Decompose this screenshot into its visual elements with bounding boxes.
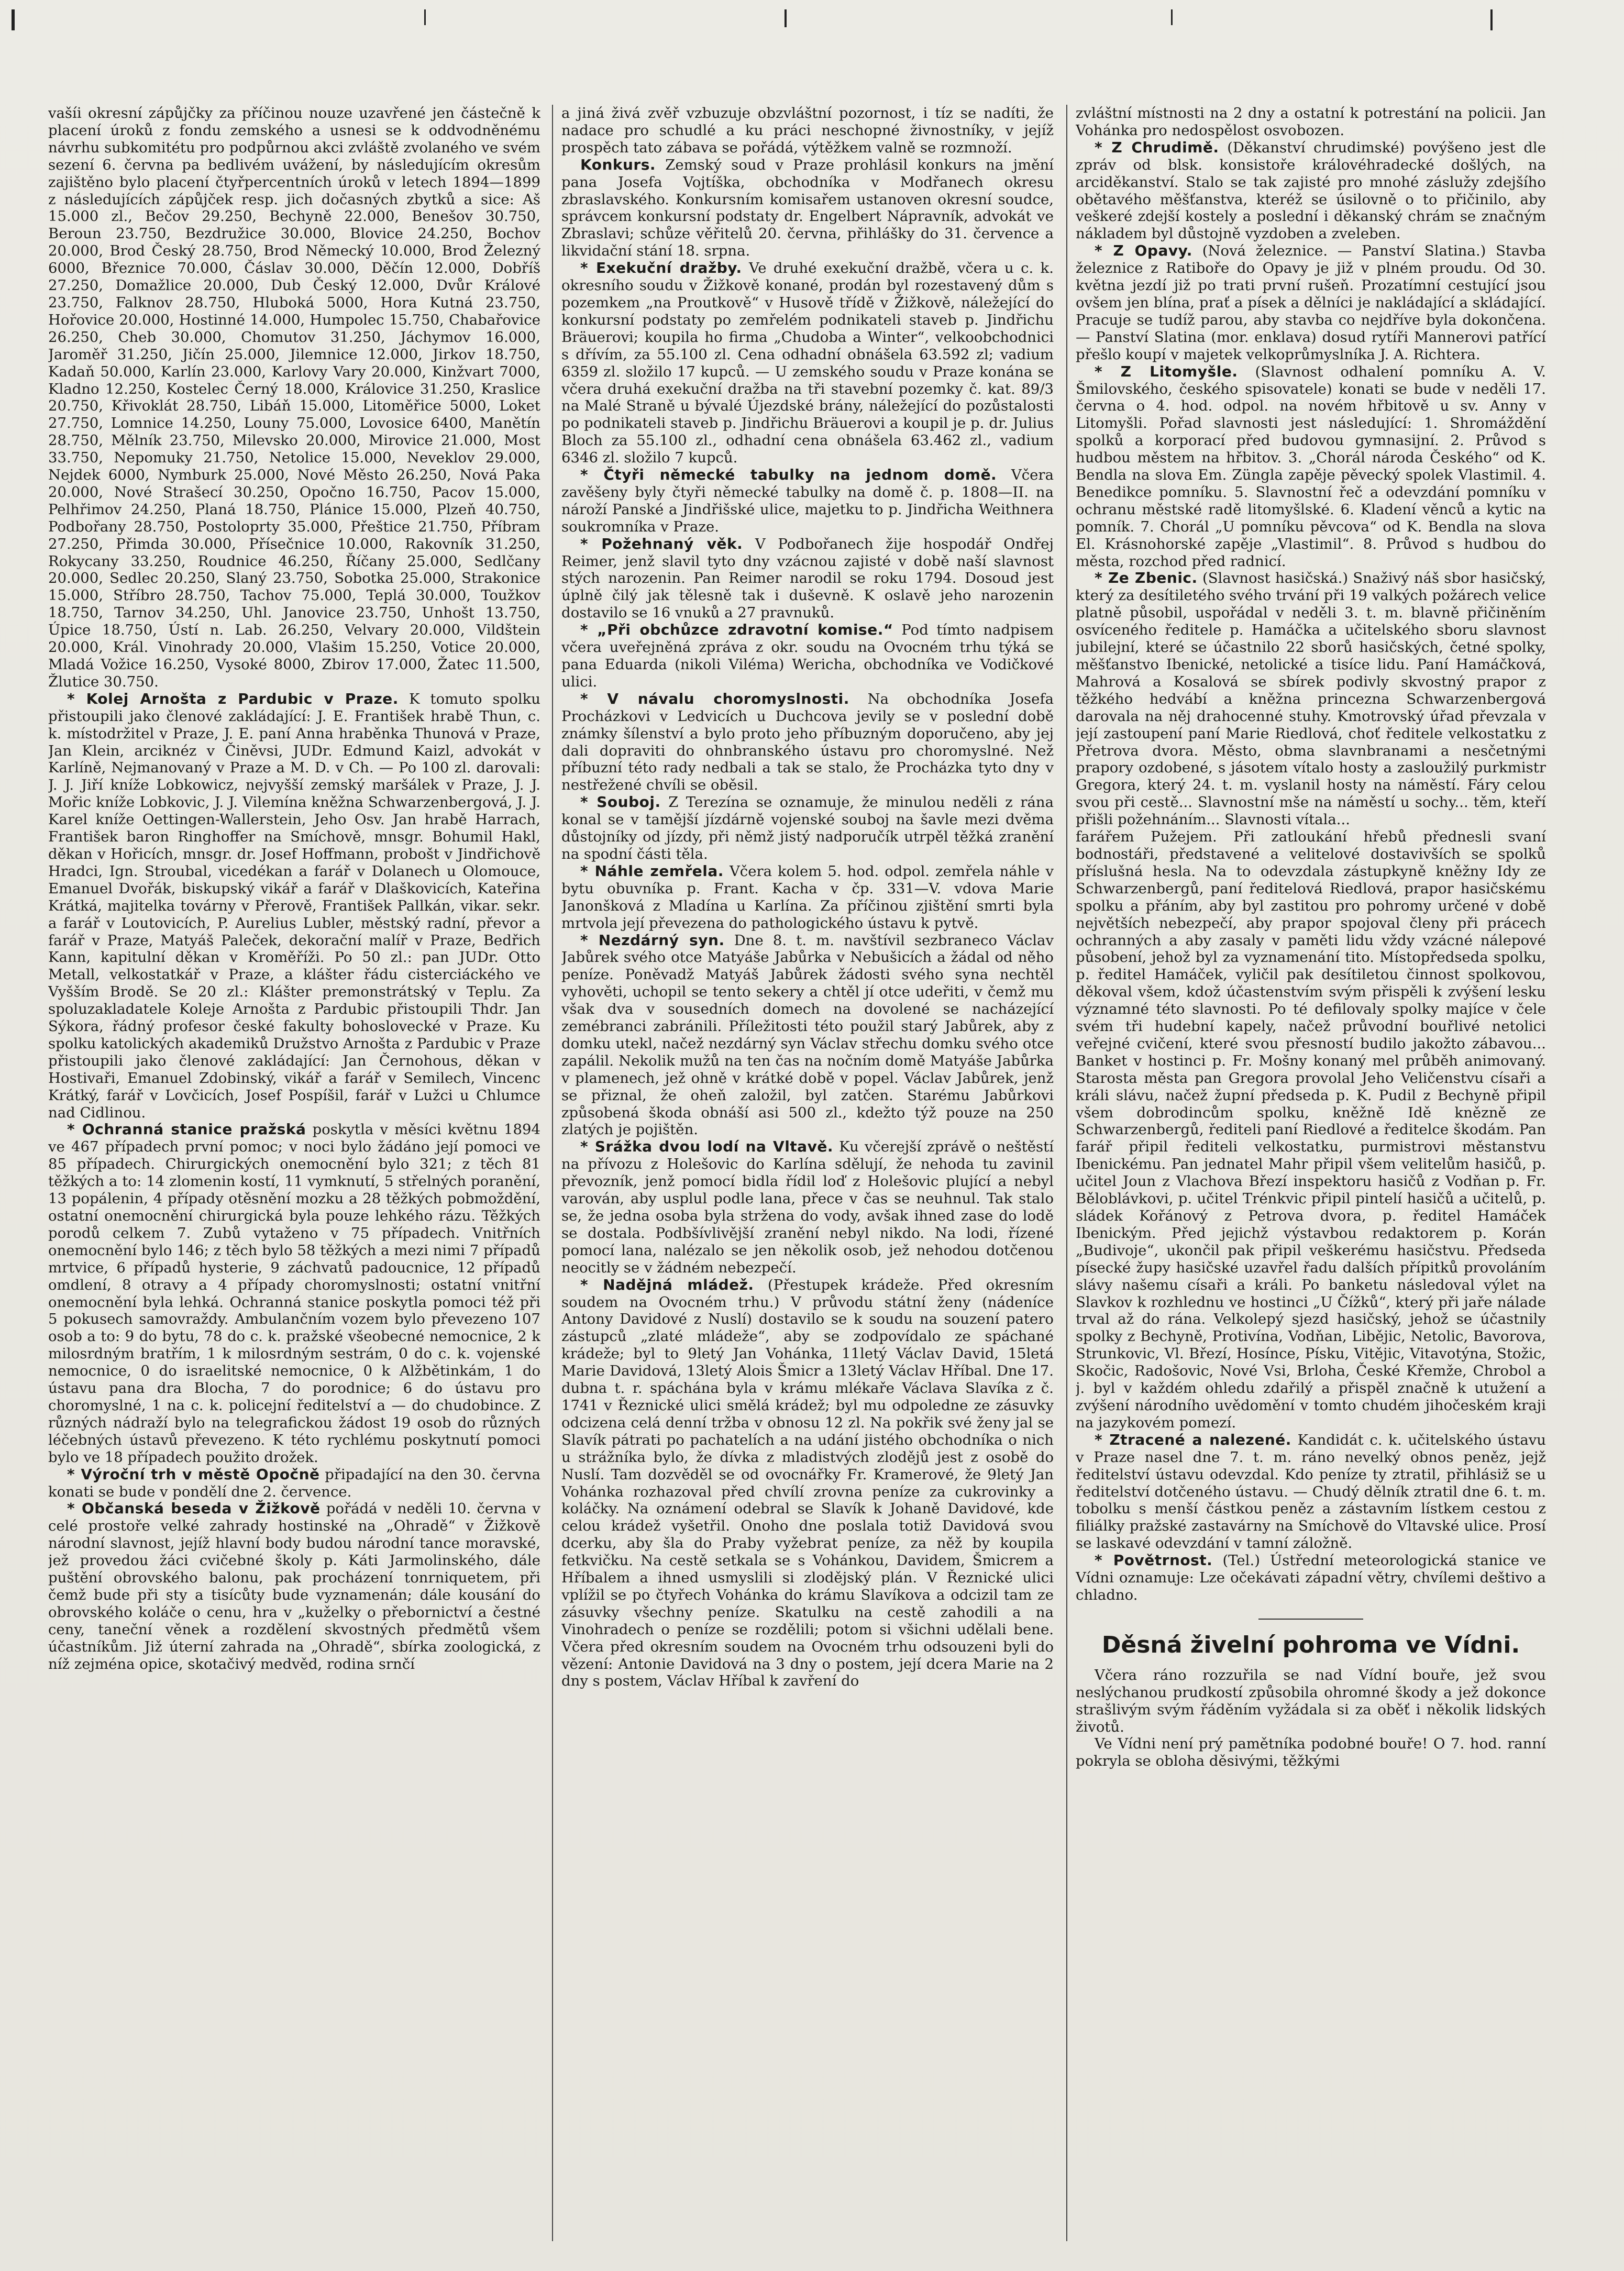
column-rule [1066, 105, 1067, 2241]
article-heading: * Náhle zemřela. [580, 862, 724, 880]
article-paragraph [48, 1121, 540, 1466]
page-top-marks [0, 9, 1624, 41]
article-heading: * „Při obchůzce zdravotní komise.“ [580, 621, 893, 639]
article-text: Pod tímto nadpisem včera uveřejněná zpráva z okr. soudu na Ovocném trhu týká se pana Eduarda (nikoli Viléma) Wericha, obchodníka ve Vodičkové ulici. [561, 622, 1054, 690]
crop-mark [785, 9, 787, 27]
article-text: (Děkanství chrudimské) povýšeno jest dle zpráv od blsk. konsistoře královéhradecké došlých, na arciděkanství. Stalo se tak zajisté pro mnohé záslužy zdejšího obětavého měšťanstva, kteréž se úsilovně o to přičinilo, aby veškeré zdejší kostely a poslední i děkanský chrám se značným nákladem byl důstojně vyzdoben a zveleben. [1076, 139, 1546, 242]
article-heading: * V návalu choromyslnosti. [580, 690, 849, 707]
article-paragraph: zvláštní místnosti na 2 dny a ostatní k potrestání na policii. Jan Vohánka pro nedospělost osvobozen. [1076, 105, 1546, 139]
article-heading: Konkurs. [580, 156, 656, 173]
crop-mark [1171, 9, 1173, 25]
article-heading: * Exekuční dražby. [580, 259, 742, 277]
crop-mark [424, 9, 426, 25]
article-heading: * Srážka dvou lodí na Vltavě. [580, 1138, 833, 1156]
article-text: (Tel.) Ústřední meteorologická stanice ve Vídni oznamuje: Lze očekávati západní větry, chvílemi deštivo a chladno. [1076, 1552, 1546, 1603]
article-heading: * Souboj. [580, 793, 661, 811]
article-heading: * Ztracené a nalezené. [1095, 1431, 1291, 1448]
article-paragraph [1076, 1552, 1546, 1604]
article-heading: * Z Chrudimě. [1095, 138, 1219, 156]
article-paragraph [561, 622, 1054, 691]
column-1 [48, 105, 540, 2241]
article-text: Včera kolem 5. hod. odpol. zemřela náhle v bytu obuvníka p. Frant. Kacha v čp. 331—V. vdova Marie Janonšková z Mladína u Karlína. Za příčinou zjištění smrti byla mrtvola její převezena do pathologického ústavu k pytvě. [561, 862, 1054, 932]
article-heading: * Čtyři německé tabulky na jednom domě. [580, 466, 997, 484]
column-3 [1076, 105, 1546, 2241]
article-text: poskytla v měsíci květnu 1894 ve 467 případech první pomoc; v noci bylo žádáno její pomoci ve 85 případech. Chirurgických onemocnění bylo 321; z těch 81 těžkých a to: 14 zlomenin kostí, 11 vymknutí, 5 střelných poranění, 13 popálenin, 4 případy otěsnění mozku a 28 těžkých pobmoždění, ostatní onemocnění chirurgická byla pouze lehkého rázu. Těžkých porodů celkem 7. Zubů vytaženo v 75 případech. Vnitřních onemocnění bylo 146; z těch bylo 58 těžkých a mezi nimi 7 případů mrtvice, 6 případů hysterie, 9 záchvatů padoucnice, 12 případů omdlení, 8 otravy a 4 případy choromyslnosti; ostatní vnitřní onemocnění byla lehká. Ochranná stanice poskytla pomoci též při 5 pokusech samovraždy. Ambulančním vozem bylo převezeno 107 osob a to: 9 do bytu, 78 do c. k. pražské všeobecné nemocnice, 2 k milosrdným bratřím, 1 k milosrdným sestrám, 0 do c. k. vojenské nemocnice, 0 do israelitské nemocnice, 0 k Alžbětinkám, 1 do ústavu pana dra Blocha, 7 do porodnice; 6 do ústavu pro choromyslné, 1 na c. k. policejní ředitelství a — do chudobince. Z různých nádraží bylo na telegrafickou žádost 19 osob do různých léčebných ústavů převezeno. K této rychlému poskytnutí pomoci bylo ve 18 případech použito drožek. [48, 1121, 540, 1466]
article-heading: * Povětrnost. [1095, 1552, 1213, 1569]
article-text: připadající na den 30. června konati se bude v pondělí dne 2. července. [48, 1466, 540, 1500]
article-paragraph: Včera ráno rozzuřila se nad Vídní bouře, jež svou neslýchanou prudkostí způsobila ohromné škody a jež dokonce strašlivým svým řáděním vyžádala si za oběť i několik lidských životů. [1076, 1666, 1546, 1735]
article-heading: * Požehnaný věk. [580, 535, 743, 552]
article-paragraph: farářem Pužejem. Při zatloukání hřebů přednesli svaní bodnostáři, představené a velitelové dostavivších se spolků příslušná hesla. Na to odevzdala zástupkyně kněžny Idy ze Schwarzenbergů, paní ředitelová Riedlová, prapor hasičskému spolku a přáním, aby byl zastitou pro pohromy určené v době největších nebezpečí, aby prapor spojoval členy při prácech ochranných a aby zasaly v paměti lidu vždy vzácné nálepové působení, jehož byl za vyznamenání tito. Místopředseda spolku, p. ředitel Hamáček, vyličil pak desítiletou činnost spolkovou, děkoval všem, kdož účastenstvím svým přispěli k zvýšení lesku významné této slavnosti. Po té defilovaly spolky majíce v čele svém tři hudební kapely, načež průvodní bouřlivé netolici veřejné cvičení, které svou přesností budilo jakožto zábavou... Banket v hostinci p. Fr. Mošny konaný mel průběh animovaný. Starosta města pan Gregora provolal Jeho Veličenstvu císaři a králi slávu, načež župní předseda p. K. Pudil z Bechyně připil všem dobrodincům spolku, kněžně Idě knězně ze Schwarzenbergů, řediteli paní Riedlové a ředitelce škodám. Pan farář připil řediteli velkostatku, purmistrovi městanstvu Ibenickému. Pan jednatel Mahr připil všem velitelům hasičů, p. učitel Joun z Vlachova Březí inspektoru hasičů z Vodňan p. Fr. Běloblávkovi, p. učitel Trénkvic připil pintelí hasičů a učitelů, p. sládek Kořánový z Petrova dvora, p. ředitel Hamáček Ibenickým. Před jejichž výstavbou redaktorem p. Korán „Budivoje“, ukončil pak připil veškerému hasičstvu. Předseda písecké župy hasičské uzavřel řadu dalších přípitků provoláním slávy našemu císaři a králi. Po banketu následoval výlet na Slavkov k rozhlednu ve hostinci „U Čížků“, který při jaře nálade trval až do rána. Velkolepý sjezd hasičský, jehož se účastnily spolky z Bechyně, Protivína, Vodňan, Libějic, Netolic, Bavorova, Strunkovic, Vl. Březí, Hosínce, Písku, Vitějic, Vitavotýna, Stožic, Skočic, Radošovic, Nové Vsi, Brloha, České Křemže, Chrobol a j. byl v každém ohledu zdařilý a přispěl značně k utužení a zvýšení národního uvědomění v tomto chudém jihočeském kraji na jazykovém pomezí. [1076, 828, 1546, 1431]
column-2 [561, 105, 1054, 2241]
article-heading: * Kolej Arnošta z Pardubic v Praze. [67, 690, 399, 707]
crop-mark [1490, 9, 1493, 30]
article-paragraph [1076, 363, 1546, 570]
article-paragraph [561, 157, 1054, 260]
article-paragraph: a jiná živá zvěř vzbuzuje obzvláštní pozornost, i tíz se nadíti, že nadace pro schudlé a ku práci neschopné živnostníky, v jejíž prospěch tato zábava se pořádá, výtěžkem valně se rozmnoží. [561, 105, 1054, 156]
article-paragraph [1076, 1432, 1546, 1552]
article-text: (Slavnost hasičská.) Snaživý náš sbor hasičský, který za desítiletého svého trvání při 19 valkých požárech velice platně působil, uspořádal v neděli 3. t. m. blavně přičiněním osvíceného ředitele p. Hamáčka a učitelského sboru slavnost jubilejní, které se účastnilo 22 sborů hasičských, četné spolky, měšťanstvo Ibenické, netolické a tisíce lidu. Paní Hamáčková, Mahrová a Kosalová se sbírek podivly skvostný prapor z těžkého hedvábí a kněžna princezna Schwarzenbergová darovala na něj drahocenné stuhy. Kmotrovský úřad převzala v její zastoupení paní Marie Riedlová, choť ředitele velkostatku z Přetrova dvora. Město, obma slavnbranami a nesčetnými prapory ozdobené, s jásotem vítalo hosty a zasloužilý purkmistr Gregora, který 24. t. m. vyslanil hosty na náměstí. Fáry celou svou při cestě... Slavnostní mše na náměstí u sochy... těm, kteří přišli požehnáním... Slavnosti vítala... [1076, 570, 1546, 828]
article-heading: * Ze Zbenic. [1095, 569, 1198, 587]
article-paragraph [561, 863, 1054, 932]
article-text: Dne 8. t. m. navštívil sezbraneco Václav Jabůrek svého otce Matyáše Jabůrka v Nebušicích a žádal od něho peníze. Poněvadž Matyáš Jabůrek žádosti svého syna nechtěl vyhověti, uchopil se tento sekery a chtěl jí otce udeřiti, v čemž mu však dva v sousedních domech na dovolené se nacházející zemébranci zabránili. Příležitosti této použil starý Jabůrek, aby z domku utekl, načež nezdárný syn Václav střechu domku svého otce zapálil. Nekolik mužů na ten čas na nočním domě Matyáše Jabůrka v plamenech, jež ohně v krátké době v popel. Václav Jabůrek, jenž se přiznal, že oheň založil, byl zatčen. Starému Jabůrkovi způsobená škoda obnáší asi 500 zl., kdežto týž pouze na 250 zlatých je pojištěn. [561, 932, 1054, 1138]
article-paragraph [561, 691, 1054, 794]
article-paragraph: vašíi okresní zápůjčky za příčinou nouze uzavřené jen částečně k placení úroků z fondu zemského a usnesi se k oddvodněnému návrhu subkomitétu pro podpůrnou akci zvláště zvolaného ve svém sezení 6. června pa bedlivém uvážení, by následujícím okresům zajištěno bylo placení čtyřpercentních úroků v letech 1894—1899 z následujících zápůjček resp. jich dočasných zbytků a sice: Aš 15.000 zl., Bečov 29.250, Bechyně 22.000, Benešov 30.750, Beroun 23.750, Bezdružice 30.000, Blovice 24.250, Bochov 20.000, Brod Český 28.750, Brod Německý 10.000, Brod Železný 6000, Březnice 70.000, Čáslav 30.000, Děčín 12.000, Dobříš 27.250, Domažlice 20.000, Dub Český 12.000, Dvůr Králové 23.750, Falknov 28.750, Hluboká 5000, Hora Kutná 23.750, Hořovice 20.000, Hostinné 14.000, Humpolec 15.750, Chabařovice 26.250, Cheb 30.000, Chomutov 31.250, Jáchymov 16.000, Jaroměř 31.250, Jičín 25.000, Jilemnice 12.000, Jirkov 18.750, Kadaň 50.000, Karlín 23.000, Karlovy Vary 20.000, Kinžvart 7000, Kladno 12.250, Kostelec Černý 18.000, Královice 31.250, Kraslice 20.750, Křivoklát 28.750, Libáň 15.000, Litoměřice 5000, Loket 27.750, Lomnice 14.250, Louny 75.000, Lovosice 6400, Manětín 28.750, Mělník 23.750, Milevsko 20.000, Mirovice 21.000, Most 33.750, Nepomuky 21.750, Netolice 15.000, Neveklov 29.000, Nejdek 6000, Nymburk 25.000, Nové Město 26.250, Nová Paka 20.000, Nové Strašecí 30.250, Opočno 16.750, Pacov 15.000, Pelhřimov 24.250, Planá 18.750, Plánice 15.000, Plzeň 40.750, Podbořany 28.750, Postoloprty 35.000, Přeštice 21.750, Příbram 27.250, Přimda 30.000, Přísečnice 10.000, Rakovník 31.250, Rokycany 33.250, Roudnice 46.250, Říčany 25.000, Sedlčany 20.000, Sedlec 20.250, Slaný 23.750, Sobotka 25.000, Strakonice 15.000, Stříbro 28.750, Tachov 75.000, Teplá 30.000, Toužkov 18.750, Tarnov 34.250, Uhl. Janovice 23.750, Unhošt 13.750, Úpice 18.750, Ústí n. Lab. 26.250, Velvary 20.000, Vildštein 20.000, Král. Vinohrady 20.000, Vlašim 15.250, Votice 20.000, Mladá Vožice 16.250, Vysoké 8000, Zbirov 17.000, Žatec 11.500, Žlutice 30.750. [48, 105, 540, 690]
article-paragraph: Ve Vídni není prý pamětníka podobné bouře! O 7. hod. ranní pokryla se obloha děsivými, těžkými [1076, 1735, 1546, 1770]
article-text: (Slavnost odhalení pomníku A. V. Šmilovského, českého spisovatele) konati se bude v neděli 17. června o 4. hod. odpol. na novém hřbitově u sv. Anny v Litomyšli. Pořad slavnosti jest následující: 1. Shromáždění spolků a korporací před budovou gymnasijní. 2. Průvod s hudbou městem na hřbitov. 3. „Chorál národa Českého“ od K. Bendla na slova Em. Züngla zapěje pěvecký spolek Vlastimil. 4. Benedikce pomníku. 5. Slavnostní řeč a odevzdání pomníku v ochranu městské radě litomyšlské. 6. Kladení věnců a kytic na pomník. 7. Chorál „U pomníku pěvcova“ od K. Bendla na slova El. Krásnohorské zapěje „Vlastimil“. 8. Průvod s hudbou do města, rozchod před radnicí. [1076, 363, 1546, 570]
article-text: Z Terezína se oznamuje, že minulou neděli z rána konal se v tamější jízdárně vojenské souboj na šavle mezi dvěma důstojníky od jízdy, při němž jistý nadporučík utrpěl těžká zranění na spodní části těla. [561, 794, 1054, 862]
article-text: Včera zavěšeny byly čtyři německé tabulky na domě č. p. 1808—II. na nároží Panské a Jindřišské ulice, majetku to p. Jindřicha Weithnera soukromníka v Praze. [561, 467, 1054, 535]
article-heading: * Občanská beseda v Žižkově [67, 1500, 321, 1517]
article-text: (Nová železnice. — Panství Slatina.) Stavba železnice z Ratiboře do Opavy je již v plném proudu. Od 30. května jezdí již po trati první rušeň. Prozatímní cestující jsou ovšem jen blína, prať a písek a dělníci je nakládající a skládající. Pracuje se tudíž parou, aby stavba co nejdříve byla dokončena. — Panství Slatina (mor. enklava) dosud rytíři Mannerovi patřící přešlo koupí v majetek velkoprůmyslníka J. A. Richtera. [1076, 242, 1546, 363]
article-paragraph [48, 691, 540, 1122]
column-rule [552, 105, 553, 2241]
article-text: Zemský soud v Praze prohlásil konkurs na jmění pana Josefa Vojtíška, obchodníka v Modřanech okresu zbraslavského. Konkursním komisařem ustanoven okresní soudce, správcem konkursní podstaty dr. Engelbert Nápravník, advokát ve Zbraslavi; schůze věřitelů 20. června, přihlášky do 31. července a likvidační stání 18. srpna. [561, 156, 1054, 260]
article-text: K tomuto spolku přistoupili jako členové zakládající: J. E. František hrabě Thun, c. k. místodržitel v Praze, J. E. paní Anna hraběnka Thunová v Praze, Jan Klein, arciknéz v Činěvsi, JUDr. Edmund Kaizl, advokát v Karlíně, Nejmanovaný v Praze a M. D. v Ch. — Po 100 zl. darovali: J. J. Jiří kníže Lobkowicz, nejvyšší zemský maršálek v Praze, J. J. Mořic kníže Lobkovic, J. J. Vilemína kněžna Schwarzenbergová, J. J. Karel kníže Oettingen-Wallerstein, Jeho Osv. Jan hrabě Harrach, František baron Ringhoffer na Smíchově, mnsgr. Bohumil Hakl, děkan v Hořicích, mnsgr. dr. Josef Hoffmann, probošt v Jindřichově Hradci, Ign. Stroubal, vicedékan a farář v Dolanech u Olomouce, Emanuel Dvořák, biskupský vikář a farář v Dlaškovicích, Kateřina Krátká, majitelka továrny v Přerově, František Pallkán, vikar. sekr. a farář v Loutovicích, P. Aurelius Lubler, městský radní, převor a farář v Praze, Matyáš Paleček, dekorační malíř v Praze, Bedřich Kann, kapitulní děkan v Kroměříži. Po 50 zl.: pan JUDr. Otto Metall, velkostatkář v Praze, a klášter řádu cisterciáckého ve Vyšším Brodě. Se 20 zl.: Klášter premonstrátský v Teplu. Za spoluzakladatele Koleje Arnošta z Pardubic přistoupili Thdr. Jan Sýkora, řádný profesor české fakulty bohoslovecké v Praze. Ku spolku katolických akademiků Družstvo Arnošta z Pardubic v Praze přistoupili jako členové zakládající: Jan Černohous, děkan v Hostivaři, Emanuel Zdobinský, vikář a farář v Semilech, Vincenc Krátký, farář v Lovčicích, Josef Pospíšil, farář v Lužci u Chlumce nad Cidlinou. [48, 690, 540, 1121]
main-headline: Děsná živelní pohroma ve Vídni. [1101, 1631, 1520, 1658]
article-heading: * Z Opavy. [1095, 242, 1192, 260]
crop-mark [12, 9, 15, 30]
article-text: (Přestupek krádeže. Před okresním soudem na Ovocném trhu.) V průvodu státní ženy (nádeníce Antony Davidové z Nuslí) dostavilo se k soudu na souzení patero zástupců „zlaté mládeže“, aby se zodpovídalo ze spáchané krádeže; byl to 9letý Jan Vohánka, 11letý Václav David, 15letá Marie Davidová, 13letý Alois Šmicr a 13letý Václav Hříbal. Dne 17. dubna t. r. spáchána byla v krámu mlékaře Václava Slavíka z č. 1741 v Řeznické ulici smělá krádež; byl mu odpoledne ze zásuvky odcizena celá denní tržba v obnosu 12 zl. Na pokřik své ženy jal se Slavík pátrati po pachatelích a na udání jistého obchodníka o nich u strážníka bylo, že dívka z mladistvých zlodějů jest z osobě do Nuslí. Tam dozvěděl se od ovocnářky Fr. Kramerové, že 9letý Jan Vohánka rozhazoval před chvílí zrovna peníze za cukrovinky a koláčky. Na oznámení odebral se Slavík k Johaně Davidové, kde celou krádež vyšetřil. Onoho dne poslala totiž Davidová svou dcerku, aby šla do Praby vyžebrat peníze, za něž by koupila fetkvičku. Na cestě setkala se s Vohánkou, Davidem, Šmicrem a Hříbalem a ihned usmyslili si zlodějský plán. V Řeznické ulici vplížil se po čtyřech Vohánka do krámu Slavíkova a odcizil tam ze zásuvky všechny peníze. Skatulku na cestě zahodili a na Vinohradech o peníze se rozdělili; potom si všichni udělali bene. Včera před okresním soudem na Ovocném trhu odsouzeni byli do vězení: Antonie Davidová na 3 dny o postem, její dcera Marie na 2 dny s postem, Václav Hříbal k zavření do [561, 1276, 1054, 1690]
article-heading: * Nadějná mládež. [580, 1276, 754, 1293]
article-heading: * Výroční trh v městě Opočně [67, 1465, 320, 1483]
article-paragraph [1076, 570, 1546, 828]
article-paragraph [48, 1500, 540, 1672]
article-text: Ku včerejší zprávě o neštěstí na přívozu z Holešovic do Karlína sdělují, že nehoda tu zavinil převozník, jenž pomocí bidla řídil loď z Holešovic plující a nebyl varován, aby usplul podle lana, přece v čas se neuhnul. Tak stalo se, že jedna osoba byla stržena do vody, avšak ihned zase do lodě se dostala. Podbšívlivější zranění nebyl nikdo. Na lodi, řízené pomocí lana, nalézalo se jen několik osob, jež nehodou dotčenou neocitly se v žádném nebezpečí. [561, 1138, 1054, 1276]
article-text: Na obchodníka Josefa Procházkovi v Ledvicích u Duchcova jevily se v poslední době známky šílenství a bylo proto jeho příbuzným doporučeno, aby jej dali dopraviti do ohnbranského ústavu pro choromyslné. Než příbuzní této rady nedbali a tak se stalo, že Procházka tyto dny v nestřežené chvíli se oběsil. [561, 690, 1054, 794]
text-columns [48, 105, 1546, 2241]
article-text: V Podbořanech žije hospodář Ondřej Reimer, jenž slavil tyto dny vzácnou zajisté v době naší slavnost stých narozenin. Pan Reimer narodil se roku 1794. Dosoud jest úplně čilý jak tělesně tak i duševně. K oslavě jeho narozenin dostavilo se 16 vnuků a 27 pravnuků. [561, 535, 1054, 622]
section-divider [1258, 1619, 1363, 1620]
article-heading: * Ochranná stanice pražská [67, 1121, 306, 1138]
article-heading: * Z Litomyšle. [1095, 362, 1238, 380]
article-heading: * Nezdárný syn. [580, 931, 725, 949]
article-text: Kandidát c. k. učitelského ústavu v Praze nasel dne 7. t. m. ráno nevelký obnos peněz, jejž ředitelství ústavu odevzdal. Kdo peníze ty ztratil, přihlásiž se u ředitelství dotčeného ústavu. — Chudý dělník ztratil dne 6. t. m. tobolku s menší částkou peněz a zástavním lístkem cestou z filiálky pražské zastavárny na Smíchově do Vltavské ulice. Prosí se laskavé odevzdání v tamní záložně. [1076, 1431, 1546, 1552]
article-paragraph [561, 794, 1054, 863]
article-paragraph [561, 932, 1054, 1139]
article-paragraph [561, 1277, 1054, 1690]
article-paragraph [561, 467, 1054, 536]
article-text: Ve druhé exekuční dražbě, včera u c. k. okresního soudu v Žižkově konané, prodán byl rozestavený dům s pozemkem „na Proutkově“ v Husově třídě v Žižkově, náležející do konkursní podstaty po zemřelém podnikateli staveb p. Jindřichu Bräuerovi; koupila ho firma „Chudoba a Winter“, velkoobchodnici s dřívím, za 55.100 zl. Cena odhadní obnášela 63.592 zl; vadium 6359 zl. složilo 17 kupců. — U zemského soudu v Praze konána se včera druhá exekuční dražba na tři stavební pozemky č. kat. 89/3 na Malé Straně u bývalé Újezdské brány, náležející do pozůstalosti po podnikateli staveb p. Jindřichu Bräuerovi a koupil je p. dr. Julius Bloch za 55.100 zl., odhadní cena obnášela 63.462 zl., vadium 6346 zl. složilo 7 kupců. [561, 260, 1054, 467]
article-paragraph [561, 536, 1054, 622]
article-paragraph [561, 1138, 1054, 1276]
article-paragraph [1076, 139, 1546, 242]
article-text: pořádá v neděli 10. června v celé prostoře velké zahrady hostinské na „Ohradě“ v Žižkově národní slavnost, jejíž hlavní body budou národní tance moravské, jež provedou žáci cvičebné školy p. Káti Jarmolinského, dále puštění obrovského balonu, pak procházení tonrniquetem, při čemž bude při sty a tisícůty bude vyznamenán; dále kousání do obrovského koláče o cenu, hra v „kuželky o přebornictví a čestné ceny, taneční věnek a rozdělení skvostných předmětů všem účastníkům. Již úterní zahrada na „Ohradě“, sbírka zoologická, z níž zejména opice, skotačivý medvěd, rodina srnčí [48, 1500, 540, 1672]
article-paragraph [561, 260, 1054, 467]
article-paragraph [1076, 242, 1546, 363]
article-paragraph [48, 1466, 540, 1501]
